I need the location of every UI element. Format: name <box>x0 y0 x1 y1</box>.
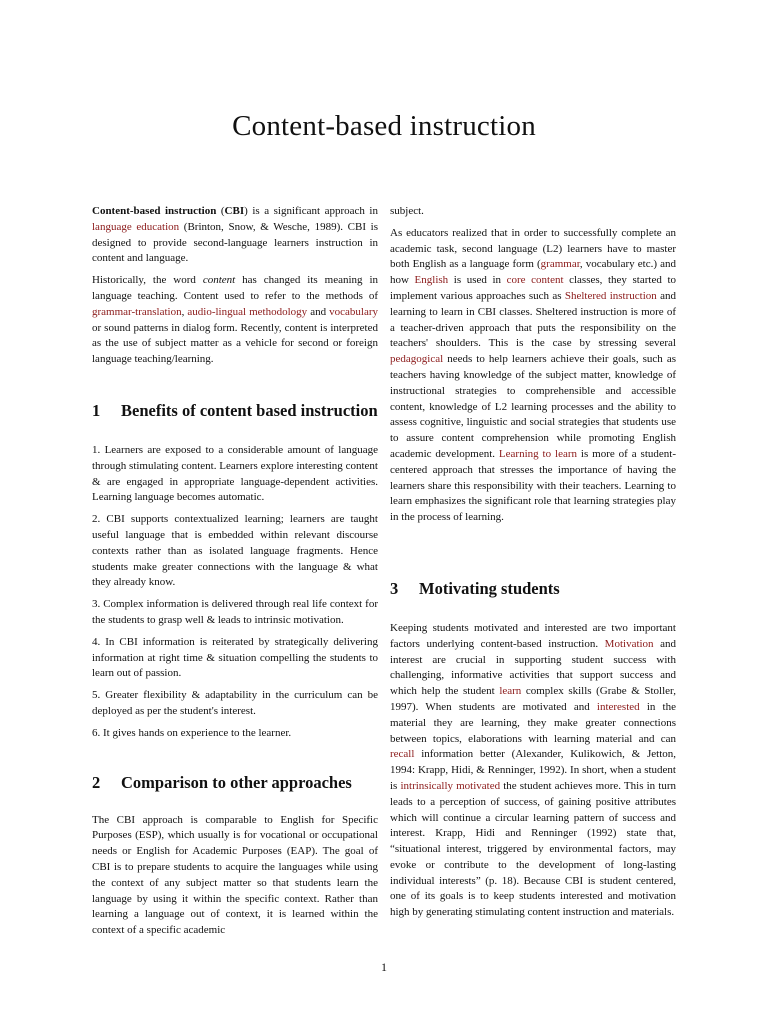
history-text-2: has changed its meaning in language teaching. Content used to refer to the methods of <box>92 274 378 302</box>
section-3-heading <box>390 578 676 599</box>
section-1-number: 1 <box>92 400 101 420</box>
section-2-heading <box>92 772 378 793</box>
educators-text: is more of a student-centered approach that stresses the importance of having the learners share this responsibility with their teachers. Learning to learn emphasizes the significant role that learning strategies play in the process of learning. <box>390 447 676 524</box>
link-sheltered-instruction[interactable]: Sheltered instruction <box>564 289 657 302</box>
history-italic: content <box>202 274 236 287</box>
benefit-item: 2. CBI supports contextualized learning; learners are taught useful language that is embedded within relevant discourse contexts rather than as isolated language fragments. Hence students make greater connections with the language & what they already know. <box>92 513 378 589</box>
left-column <box>92 204 378 945</box>
benefit-item: 4. In CBI information is reiterated by strategically delivering information at right time & situation compelling the students to learn out of passion. <box>92 635 378 680</box>
page-title: Content-based instruction <box>232 110 536 142</box>
educators-text: classes, they started to implement various approaches such as <box>390 274 676 302</box>
section-3-number: 3 <box>390 578 399 598</box>
link-core-content[interactable]: core content <box>506 274 564 287</box>
intro-bold-term: Content-based instruction <box>92 205 217 217</box>
history-paragraph <box>92 273 378 368</box>
section-2-title: Comparison to other approaches <box>121 772 352 792</box>
history-text-4: or sound patterns in dialog form. Recently, content is interpreted as the use of subject matter as a vehicle for second or foreign language teaching/learning. <box>92 321 378 366</box>
motivation-paragraph <box>390 621 676 921</box>
intro-paragraph <box>92 204 378 267</box>
intro-abbr: CBI <box>224 205 245 217</box>
link-vocabulary[interactable]: vocabulary <box>329 305 378 318</box>
motivation-text: complex skills (Grabe & Stoller, 1997). When students are motivated and <box>390 685 676 713</box>
motivation-text: in the material they are learning, they make greater connections between topics, elaborations with learning material and can <box>390 700 676 745</box>
right-column <box>390 204 676 927</box>
benefit-item: 1. Learners are exposed to a considerable amount of language through stimulating content. Learners explore interesting content & are engaged in appropriate language-dependent activities. Learning language becomes automatic. <box>92 443 378 504</box>
history-text-3: and <box>307 305 330 318</box>
comparison-paragraph: The CBI approach is comparable to English for Specific Purposes (ESP), which usually is for vocational or occupational needs or English for Academic Purposes (EAP). The goal of CBI is to prepare students to acquire the languages while using the context of any subject matter so that students learn the language by using it within the specific context. Rather than learning a language out of context, it is learned within the context of a specific academic <box>92 813 378 937</box>
motivation-text: Keeping students motivated and interested are two important factors underlying content-based instruction. <box>390 621 676 650</box>
history-text-1: Historically, the word <box>92 274 203 287</box>
intro-text-1: ) is a significant approach in <box>244 205 378 217</box>
link-language-education[interactable]: language education <box>92 220 180 233</box>
link-audio-lingual[interactable]: audio-lingual methodology <box>187 305 308 318</box>
educators-paragraph <box>390 226 676 526</box>
educators-text: and learning to learn in CBI classes. Sheltered instruction is more of a teacher-driven approach that puts the responsibility on the teachers' shoulders. This is the case by stressing several <box>390 289 676 350</box>
page-number: 1 <box>381 960 387 974</box>
benefit-item: 6. It gives hands on experience to the learner. <box>92 726 292 739</box>
educators-text: As educators realized that in order to successfully complete an academic task, second language (L2) learners have to master both English as a language form ( <box>390 226 676 271</box>
link-learning-to-learn[interactable]: Learning to learn <box>498 447 577 460</box>
link-grammar-translation[interactable]: grammar-translation <box>92 305 182 318</box>
link-intrinsically-motivated[interactable]: intrinsically motivated <box>400 779 501 792</box>
history-sep: , <box>181 305 188 318</box>
educators-text: , vocabulary etc.) and how <box>390 258 676 287</box>
motivation-text: the student achieves more. This in turn leads to a perception of success, of gaining positive attributes which will continue a circular learning pattern of success and interest. Krapp, Hidi and Renninger (1992) state that, “situational interest, triggered by environmental factors, may evoke or contribute to the development of long-lasting individual interests” (p. 18). Because CBI is student centered, one of its goals is to keep students interested and motivation high by generating stimulating content instruction and materials. <box>390 779 676 919</box>
comparison-continued: subject. <box>390 205 424 217</box>
link-grammar[interactable]: grammar <box>540 258 580 271</box>
section-3-title: Motivating students <box>419 578 560 598</box>
section-1-title: Benefits of content based instruction <box>121 400 378 420</box>
section-1-heading <box>92 400 378 421</box>
benefit-item: 5. Greater flexibility & adaptability in the curriculum can be deployed as per the student's interest. <box>92 689 378 717</box>
educators-text: is used in <box>448 274 507 287</box>
intro-abbr-open: ( <box>216 205 225 217</box>
link-pedagogical[interactable]: pedagogical <box>390 353 444 366</box>
benefit-item: 3. Complex information is delivered through real life context for the students to grasp well & leads to intrinsic motivation. <box>92 598 378 626</box>
section-2-number: 2 <box>92 772 101 792</box>
intro-text-2: (Brinton, Snow, & Wesche, 1989). CBI is designed to provide second-language learners instruction in content and language. <box>92 220 378 265</box>
link-recall[interactable]: recall <box>390 748 415 761</box>
educators-text: needs to help learners achieve their goals, such as teachers having knowledge of the subject matter, knowledge of instructional strategies to comprehensible and accessible content, knowledge of L2 learning processes and the ability to assess cognitive, linguistic and social strategies that students use to assure content comprehension while promoting English academic development. <box>390 353 676 460</box>
link-english[interactable]: English <box>414 274 449 287</box>
link-learn[interactable]: learn <box>499 685 522 698</box>
motivation-text: information better (Alexander, Kulikowich, & Jetton, 1994: Krapp, Hidi, & Renninger, 1992). In short, when a student is <box>390 748 676 792</box>
link-interested[interactable]: interested <box>596 700 640 713</box>
link-motivation[interactable]: Motivation <box>604 637 654 650</box>
motivation-text: and interest are crucial in supporting student success with challenging, informative activities that support success and which help the student <box>390 637 676 698</box>
